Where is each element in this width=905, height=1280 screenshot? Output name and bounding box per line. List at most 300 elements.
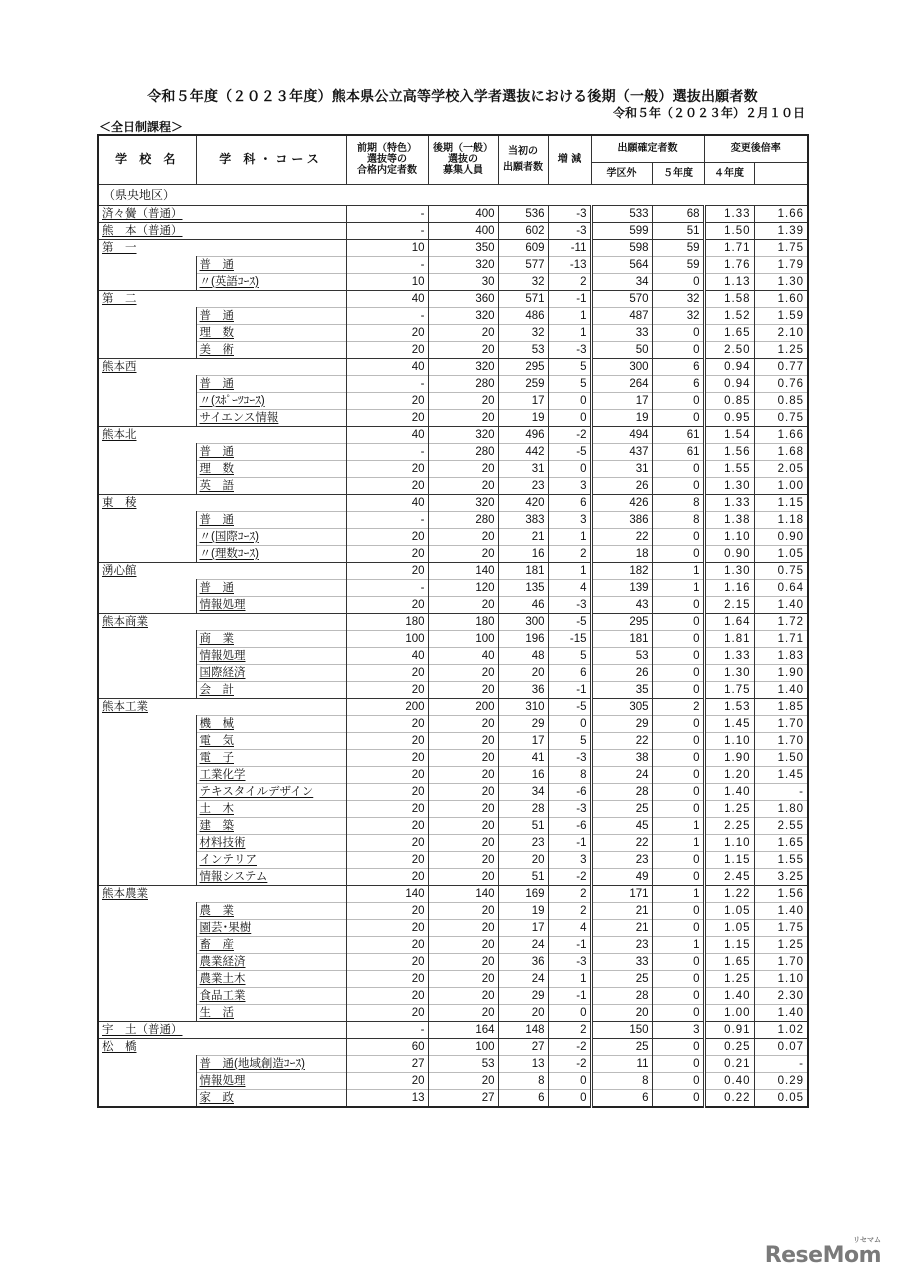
department-row <box>98 1055 808 1072</box>
school-row <box>98 239 808 256</box>
ratio-r5-cell: 1.71 <box>704 239 754 256</box>
department-row <box>98 511 808 528</box>
school-name-cell <box>98 817 196 834</box>
department-name-cell: 生 活 <box>196 1004 346 1021</box>
change-cell: -1 <box>548 681 591 698</box>
outside-district-cell: 0 <box>652 681 704 698</box>
outside-district-cell: 0 <box>652 1055 704 1072</box>
school-name-cell <box>98 1072 196 1089</box>
department-name-cell: 〃(理数ｺｰｽ) <box>196 545 346 562</box>
school-row <box>98 1038 808 1055</box>
change-cell: -1 <box>548 936 591 953</box>
department-name-cell: 〃(英語ｺｰｽ) <box>196 273 346 290</box>
department-name-cell: 畜 産 <box>196 936 346 953</box>
ratio-r4-cell: 0.90 <box>754 528 808 545</box>
department-name-cell: 情報システム <box>196 868 346 885</box>
ratio-r4-cell: 0.07 <box>754 1038 808 1055</box>
school-name-cell: 熊 本（普通） <box>98 222 346 239</box>
initial-applicants-cell: 196 <box>498 630 548 647</box>
outside-district-cell: 51 <box>652 222 704 239</box>
recruit-cell: 320 <box>428 307 498 324</box>
ratio-r4-cell: 1.70 <box>754 732 808 749</box>
confirmed-cell: 21 <box>591 919 652 936</box>
change-cell: 1 <box>548 970 591 987</box>
school-name-cell <box>98 749 196 766</box>
school-name-cell <box>98 970 196 987</box>
outside-district-cell: 6 <box>652 375 704 392</box>
ratio-r4-cell: 1.66 <box>754 205 808 222</box>
early-pass-cell: 10 <box>346 273 428 290</box>
outside-district-cell: 0 <box>652 613 704 630</box>
change-cell: 4 <box>548 919 591 936</box>
early-pass-cell: 20 <box>346 596 428 613</box>
ratio-r5-cell: 1.25 <box>704 970 754 987</box>
early-pass-cell: - <box>346 1021 428 1038</box>
recruit-cell: 20 <box>428 341 498 358</box>
confirmed-cell: 11 <box>591 1055 652 1072</box>
early-pass-cell: 20 <box>346 732 428 749</box>
change-cell: 0 <box>548 1004 591 1021</box>
department-name-cell: 材料技術 <box>196 834 346 851</box>
department-name-cell: 建 築 <box>196 817 346 834</box>
early-pass-cell: 20 <box>346 749 428 766</box>
department-name-cell: 食品工業 <box>196 987 346 1004</box>
recruit-cell: 20 <box>428 324 498 341</box>
ratio-r4-cell: 0.05 <box>754 1089 808 1107</box>
outside-district-cell: 1 <box>652 885 704 902</box>
department-row <box>98 987 808 1004</box>
department-name-cell: 理 数 <box>196 324 346 341</box>
ratio-r5-cell: 1.50 <box>704 222 754 239</box>
confirmed-cell: 494 <box>591 426 652 443</box>
initial-applicants-cell: 16 <box>498 766 548 783</box>
confirmed-cell: 564 <box>591 256 652 273</box>
confirmed-cell: 43 <box>591 596 652 613</box>
ratio-r5-cell: 1.64 <box>704 613 754 630</box>
school-name-cell <box>98 545 196 562</box>
initial-applicants-cell: 36 <box>498 953 548 970</box>
header-r5: ５年度 <box>652 162 704 184</box>
department-name-cell: 国際経済 <box>196 664 346 681</box>
recruit-cell: 20 <box>428 1072 498 1089</box>
confirmed-cell: 22 <box>591 834 652 851</box>
recruit-cell: 20 <box>428 936 498 953</box>
recruit-cell: 400 <box>428 222 498 239</box>
department-row <box>98 1072 808 1089</box>
ratio-r5-cell: 2.45 <box>704 868 754 885</box>
change-cell: 3 <box>548 477 591 494</box>
change-cell: 0 <box>548 460 591 477</box>
ratio-r4-cell: 1.25 <box>754 341 808 358</box>
recruit-cell: 100 <box>428 630 498 647</box>
department-name-cell: 英 語 <box>196 477 346 494</box>
outside-district-cell: 0 <box>652 868 704 885</box>
recruit-cell: 20 <box>428 919 498 936</box>
school-name-cell <box>98 392 196 409</box>
recruit-cell: 27 <box>428 1089 498 1107</box>
initial-applicants-cell: 51 <box>498 868 548 885</box>
change-cell: 2 <box>548 902 591 919</box>
initial-applicants-cell: 27 <box>498 1038 548 1055</box>
recruit-cell: 320 <box>428 426 498 443</box>
department-row <box>98 783 808 800</box>
school-row <box>98 426 808 443</box>
recruit-cell: 180 <box>428 613 498 630</box>
change-cell: 0 <box>548 1072 591 1089</box>
school-name-cell <box>98 477 196 494</box>
header-ratio: 変更後倍率 <box>704 135 808 162</box>
department-name-cell: 土 木 <box>196 800 346 817</box>
confirmed-cell: 35 <box>591 681 652 698</box>
change-cell: -1 <box>548 290 591 307</box>
department-row <box>98 664 808 681</box>
document-title: 令和５年度（２０２３年度）熊本県公立高等学校入学者選抜における後期（一般）選抜出願者数 <box>147 89 758 105</box>
ratio-r5-cell: 1.53 <box>704 698 754 715</box>
outside-district-cell: 0 <box>652 460 704 477</box>
school-row <box>98 222 808 239</box>
header-r4: ４年度 <box>704 162 754 184</box>
department-name-cell: 電 子 <box>196 749 346 766</box>
school-name-cell: 熊本商業 <box>98 613 346 630</box>
outside-district-cell: 0 <box>652 1072 704 1089</box>
recruit-cell: 20 <box>428 749 498 766</box>
ratio-r5-cell: 1.54 <box>704 426 754 443</box>
change-cell: 2 <box>548 273 591 290</box>
early-pass-cell: 40 <box>346 290 428 307</box>
ratio-r5-cell: 1.05 <box>704 902 754 919</box>
confirmed-cell: 8 <box>591 1072 652 1089</box>
department-row <box>98 919 808 936</box>
change-cell: -13 <box>548 256 591 273</box>
ratio-r4-cell: 0.29 <box>754 1072 808 1089</box>
outside-district-cell: 8 <box>652 511 704 528</box>
change-cell: -3 <box>548 222 591 239</box>
recruit-cell: 120 <box>428 579 498 596</box>
initial-applicants-cell: 17 <box>498 919 548 936</box>
ratio-r4-cell: 1.00 <box>754 477 808 494</box>
confirmed-cell: 182 <box>591 562 652 579</box>
header-early-pass-l1: 前期（特色） <box>357 143 417 155</box>
early-pass-cell: 40 <box>346 358 428 375</box>
early-pass-cell: - <box>346 375 428 392</box>
department-row <box>98 749 808 766</box>
ratio-r4-cell: 1.75 <box>754 239 808 256</box>
initial-applicants-cell: 46 <box>498 596 548 613</box>
change-cell: 2 <box>548 885 591 902</box>
initial-applicants-cell: 34 <box>498 783 548 800</box>
confirmed-cell: 6 <box>591 1089 652 1107</box>
school-row <box>98 613 808 630</box>
ratio-r4-cell: 1.70 <box>754 953 808 970</box>
initial-applicants-cell: 17 <box>498 392 548 409</box>
ratio-r4-cell: 1.56 <box>754 885 808 902</box>
ratio-r4-cell: 1.40 <box>754 596 808 613</box>
ratio-r5-cell: 1.10 <box>704 528 754 545</box>
ratio-r5-cell: 1.10 <box>704 732 754 749</box>
outside-district-cell: 0 <box>652 1089 704 1107</box>
early-pass-cell: 20 <box>346 987 428 1004</box>
early-pass-cell: 40 <box>346 647 428 664</box>
ratio-r5-cell: 1.15 <box>704 851 754 868</box>
confirmed-cell: 29 <box>591 715 652 732</box>
early-pass-cell: 20 <box>346 868 428 885</box>
department-row <box>98 1004 808 1021</box>
change-cell: -3 <box>548 205 591 222</box>
outside-district-cell: 0 <box>652 664 704 681</box>
ratio-r4-cell: 1.50 <box>754 749 808 766</box>
ratio-r4-cell: 1.25 <box>754 936 808 953</box>
confirmed-cell: 50 <box>591 341 652 358</box>
ratio-r4-cell: 1.15 <box>754 494 808 511</box>
ratio-r4-cell: 1.40 <box>754 1004 808 1021</box>
ratio-r5-cell: 0.95 <box>704 409 754 426</box>
ratio-r5-cell: 1.75 <box>704 681 754 698</box>
outside-district-cell: 61 <box>652 443 704 460</box>
early-pass-cell: 20 <box>346 783 428 800</box>
initial-applicants-cell: 31 <box>498 460 548 477</box>
department-row <box>98 375 808 392</box>
department-row <box>98 766 808 783</box>
ratio-r5-cell: 1.58 <box>704 290 754 307</box>
early-pass-cell: 20 <box>346 970 428 987</box>
recruit-cell: 350 <box>428 239 498 256</box>
school-name-cell <box>98 766 196 783</box>
change-cell: 0 <box>548 409 591 426</box>
change-cell: -5 <box>548 443 591 460</box>
header-initial <box>498 135 548 184</box>
confirmed-cell: 599 <box>591 222 652 239</box>
ratio-r5-cell: 1.15 <box>704 936 754 953</box>
department-name-cell: 普 通(地域創造ｺｰｽ) <box>196 1055 346 1072</box>
initial-applicants-cell: 496 <box>498 426 548 443</box>
ratio-r4-cell: 1.59 <box>754 307 808 324</box>
recruit-cell: 320 <box>428 358 498 375</box>
early-pass-cell: 60 <box>346 1038 428 1055</box>
school-name-cell: 宇 土（普通） <box>98 1021 346 1038</box>
applicants-table <box>97 134 809 1108</box>
school-name-cell <box>98 834 196 851</box>
header-early-pass-l3: 合格内定者数 <box>357 165 417 177</box>
early-pass-cell: 20 <box>346 392 428 409</box>
department-name-cell: 商 業 <box>196 630 346 647</box>
region-label: （県央地区） <box>98 184 808 205</box>
school-name-cell <box>98 273 196 290</box>
ratio-r5-cell: 1.40 <box>704 783 754 800</box>
confirmed-cell: 23 <box>591 851 652 868</box>
department-row <box>98 800 808 817</box>
school-name-cell <box>98 902 196 919</box>
initial-applicants-cell: 8 <box>498 1072 548 1089</box>
early-pass-cell: 20 <box>346 766 428 783</box>
department-row <box>98 817 808 834</box>
department-name-cell: 美 術 <box>196 341 346 358</box>
early-pass-cell: 180 <box>346 613 428 630</box>
confirmed-cell: 300 <box>591 358 652 375</box>
confirmed-cell: 38 <box>591 749 652 766</box>
confirmed-cell: 305 <box>591 698 652 715</box>
school-name-cell <box>98 443 196 460</box>
header-outside: 学区外 <box>591 162 652 184</box>
outside-district-cell: 59 <box>652 256 704 273</box>
confirmed-cell: 570 <box>591 290 652 307</box>
department-name-cell: インテリア <box>196 851 346 868</box>
confirmed-cell: 437 <box>591 443 652 460</box>
outside-district-cell: 8 <box>652 494 704 511</box>
recruit-cell: 20 <box>428 528 498 545</box>
initial-applicants-cell: 571 <box>498 290 548 307</box>
initial-applicants-cell: 577 <box>498 256 548 273</box>
confirmed-cell: 386 <box>591 511 652 528</box>
outside-district-cell: 0 <box>652 392 704 409</box>
confirmed-cell: 45 <box>591 817 652 834</box>
ratio-r4-cell: 0.64 <box>754 579 808 596</box>
change-cell: -3 <box>548 341 591 358</box>
department-name-cell: 家 政 <box>196 1089 346 1107</box>
early-pass-cell: - <box>346 256 428 273</box>
early-pass-cell: 140 <box>346 885 428 902</box>
school-row <box>98 885 808 902</box>
department-row <box>98 545 808 562</box>
outside-district-cell: 0 <box>652 341 704 358</box>
header-initial-l1: 当初の <box>508 146 538 158</box>
early-pass-cell: 200 <box>346 698 428 715</box>
department-row <box>98 681 808 698</box>
header-early-pass <box>346 135 428 184</box>
ratio-r4-cell: 3.25 <box>754 868 808 885</box>
department-row <box>98 630 808 647</box>
ratio-r4-cell: 0.77 <box>754 358 808 375</box>
ratio-r5-cell: 1.30 <box>704 562 754 579</box>
department-row <box>98 528 808 545</box>
school-name-cell <box>98 647 196 664</box>
recruit-cell: 20 <box>428 817 498 834</box>
confirmed-cell: 22 <box>591 528 652 545</box>
initial-applicants-cell: 53 <box>498 341 548 358</box>
outside-district-cell: 0 <box>652 477 704 494</box>
change-cell: -11 <box>548 239 591 256</box>
early-pass-cell: 10 <box>346 239 428 256</box>
outside-district-cell: 0 <box>652 324 704 341</box>
change-cell: 4 <box>548 579 591 596</box>
school-row <box>98 562 808 579</box>
department-row <box>98 715 808 732</box>
department-name-cell: 情報処理 <box>196 596 346 613</box>
school-name-cell <box>98 256 196 273</box>
header-early-pass-l2: 選抜等の <box>367 154 407 166</box>
outside-district-cell: 0 <box>652 528 704 545</box>
ratio-r4-cell: 1.80 <box>754 800 808 817</box>
change-cell: -3 <box>548 800 591 817</box>
change-cell: 0 <box>548 392 591 409</box>
department-row <box>98 324 808 341</box>
department-name-cell: 〃(国際ｺｰｽ) <box>196 528 346 545</box>
ratio-r5-cell: 1.33 <box>704 647 754 664</box>
ratio-r4-cell: 1.68 <box>754 443 808 460</box>
recruit-cell: 20 <box>428 766 498 783</box>
initial-applicants-cell: 24 <box>498 936 548 953</box>
school-name-cell: 熊本西 <box>98 358 346 375</box>
outside-district-cell: 0 <box>652 715 704 732</box>
ratio-r5-cell: 1.10 <box>704 834 754 851</box>
confirmed-cell: 487 <box>591 307 652 324</box>
ratio-r5-cell: 1.45 <box>704 715 754 732</box>
department-row <box>98 460 808 477</box>
school-name-cell: 松 橋 <box>98 1038 346 1055</box>
change-cell: 0 <box>548 715 591 732</box>
change-cell: 0 <box>548 1089 591 1107</box>
confirmed-cell: 171 <box>591 885 652 902</box>
header-confirmed: 出願確定者数 <box>591 135 704 162</box>
initial-applicants-cell: 20 <box>498 664 548 681</box>
outside-district-cell: 0 <box>652 766 704 783</box>
ratio-r5-cell: 1.76 <box>704 256 754 273</box>
change-cell: 5 <box>548 732 591 749</box>
early-pass-cell: - <box>346 205 428 222</box>
early-pass-cell: 20 <box>346 477 428 494</box>
ratio-r5-cell: 1.25 <box>704 800 754 817</box>
header-school: 学 校 名 <box>98 135 196 184</box>
initial-applicants-cell: 6 <box>498 1089 548 1107</box>
confirmed-cell: 49 <box>591 868 652 885</box>
ratio-r5-cell: 1.30 <box>704 664 754 681</box>
school-name-cell <box>98 579 196 596</box>
confirmed-cell: 24 <box>591 766 652 783</box>
initial-applicants-cell: 169 <box>498 885 548 902</box>
initial-applicants-cell: 28 <box>498 800 548 817</box>
early-pass-cell: 20 <box>346 1004 428 1021</box>
department-name-cell: サイエンス情報 <box>196 409 346 426</box>
confirmed-cell: 150 <box>591 1021 652 1038</box>
school-row <box>98 1021 808 1038</box>
confirmed-cell: 25 <box>591 1038 652 1055</box>
change-cell: 1 <box>548 324 591 341</box>
school-name-cell <box>98 1089 196 1107</box>
department-name-cell: 普 通 <box>196 443 346 460</box>
change-cell: -2 <box>548 868 591 885</box>
outside-district-cell: 0 <box>652 953 704 970</box>
ratio-r5-cell: 0.22 <box>704 1089 754 1107</box>
change-cell: 5 <box>548 647 591 664</box>
initial-applicants-cell: 32 <box>498 273 548 290</box>
confirmed-cell: 20 <box>591 1004 652 1021</box>
outside-district-cell: 2 <box>652 698 704 715</box>
confirmed-cell: 21 <box>591 902 652 919</box>
ratio-r5-cell: 0.25 <box>704 1038 754 1055</box>
outside-district-cell: 0 <box>652 1038 704 1055</box>
early-pass-cell: - <box>346 307 428 324</box>
change-cell: 3 <box>548 511 591 528</box>
department-row <box>98 392 808 409</box>
department-row <box>98 970 808 987</box>
course-type-label: ＜全日制課程＞ <box>99 120 184 134</box>
department-row <box>98 307 808 324</box>
ratio-r5-cell: 0.94 <box>704 375 754 392</box>
outside-district-cell: 0 <box>652 749 704 766</box>
department-name-cell: 〃(ｽﾎﾟｰﾂｺｰｽ) <box>196 392 346 409</box>
recruit-cell: 20 <box>428 902 498 919</box>
ratio-r5-cell: 2.25 <box>704 817 754 834</box>
ratio-r4-cell: 1.85 <box>754 698 808 715</box>
confirmed-cell: 19 <box>591 409 652 426</box>
ratio-r5-cell: 1.33 <box>704 205 754 222</box>
initial-applicants-cell: 41 <box>498 749 548 766</box>
early-pass-cell: 20 <box>346 953 428 970</box>
early-pass-cell: 40 <box>346 426 428 443</box>
ratio-r4-cell: 1.60 <box>754 290 808 307</box>
early-pass-cell: 20 <box>346 545 428 562</box>
initial-applicants-cell: 17 <box>498 732 548 749</box>
recruit-cell: 20 <box>428 664 498 681</box>
